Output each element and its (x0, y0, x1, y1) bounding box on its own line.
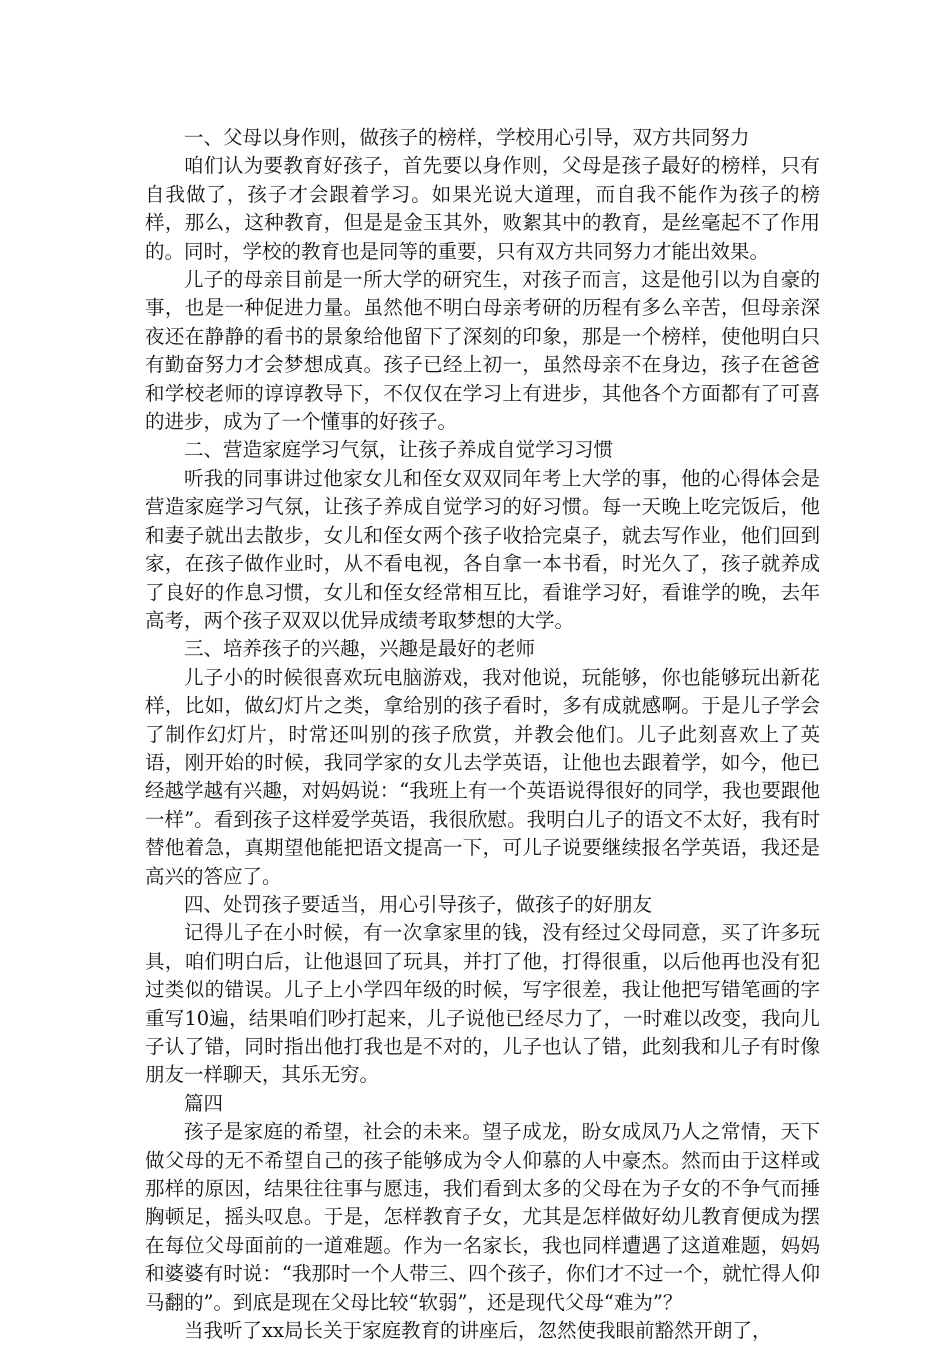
paragraph-3: 听我的同事讲过他家女儿和侄女双双同年考上大学的事，他的心得体会是营造家庭学习气氛，让孩子养成自觉学习的好习惯。每一天晚上吃完饭后，他和妻子就出去散步，女儿和侄女两个孩子收拾完桌子，就去写作业，他们回到家，在孩子做作业时，从不看电视，各自拿一本书看，时光久了，孩子就养成了良好的作息习惯，女儿和侄女经常相互比，看谁学习好，看谁学的晚，去年高考，两个孩子双双以优异成绩考取梦想的大学。 (145, 466, 820, 632)
section-heading-3: 三、培养孩子的兴趣，兴趣是最好的老师 (184, 637, 536, 661)
chapter-label: 篇四 (184, 1091, 224, 1115)
section-heading-1: 一、父母以身作则，做孩子的榜样，学校用心引导，双方共同努力 (184, 126, 750, 149)
paragraph-1: 咱们认为要教育好孩子，首先要以身作则，父母是孩子最好的榜样，只有自我做了，孩子才会跟着学习。如果光说大道理，而自我不能作为孩子的榜样，那么，这种教育，但是是金玉其外，败絮其中的教育，是丝毫起不了作用的。同时，学校的教育也是同等的重要，只有双方共同努力才能出效果。 (145, 154, 820, 263)
paragraph-7: 当我听了xx局长关于家庭教育的讲座后，忽然使我眼前豁然开朗了， (184, 1319, 772, 1343)
section-heading-4: 四、处罚孩子要适当，用心引导孩子，做孩子的好朋友 (184, 892, 653, 916)
paragraph-2: 儿子的母亲目前是一所大学的研究生，对孩子而言，这是他引以为自豪的事，也是一种促进力量。虽然他不明白母亲考研的历程有多么辛苦，但母亲深夜还在静静的看书的景象给他留下了深刻的印象，那是一个榜样，使他明白只有勤奋努力才会梦想成真。孩子已经上初一，虽然母亲不在身边，孩子在爸爸和学校老师的谆谆教导下，不仅仅在学习上有进步，其他各个方面都有了可喜的进步，成为了一个懂事的好孩子。 (145, 268, 820, 434)
document-page (145, 124, 820, 1345)
section-heading-2: 二、营造家庭学习气氛，让孩子养成自觉学习习惯 (184, 438, 614, 462)
paragraph-6: 孩子是家庭的希望，社会的未来。望子成龙，盼女成凤乃人之常情，天下做父母的无不希望自己的孩子能够成为令人仰慕的人中豪杰。然而由于这样或那样的原因，结果往往事与愿违，我们看到太多的父母在为子女的不争气而捶胸顿足，摇头叹息。于是，怎样教育子女，尤其是怎样做好幼儿教育便成为摆在每位父母面前的一道难题。作为一名家长，我也同样遭遇了这道难题，妈妈和婆婆有时说：“我那时一个人带三、四个孩子，你们才不过一个，就忙得人仰马翻的”。到底是现在父母比较“软弱”，还是现代父母“难为”？ (145, 1120, 820, 1314)
paragraph-4: 儿子小的时候很喜欢玩电脑游戏，我对他说，玩能够，你也能够玩出新花样，比如，做幻灯片之类，拿给别的孩子看时，多有成就感啊。于是儿子学会了制作幻灯片，时常还叫别的孩子欣赏，并教会他们。儿子此刻喜欢上了英语，刚开始的时候，我同学家的女儿去学英语，让他也去跟着学，如今，他已经越学越有兴趣，对妈妈说：“我班上有一个英语说得很好的同学，我也要跟他一样”。看到孩子这样爱学英语，我很欣慰。我明白儿子的语文不太好，我有时替他着急，真期望他能把语文提高一下，可儿子说要继续报名学英语，我还是高兴的答应了。 (145, 665, 820, 888)
paragraph-5: 记得儿子在小时候，有一次拿家里的钱，没有经过父母同意，买了许多玩具，咱们明白后，让他退回了玩具，并打了他，打得很重，以后他再也没有犯过类似的错误。儿子上小学四年级的时候，写字很差，我让他把写错笔画的字重写10遍，结果咱们吵打起来，儿子说他已经尽力了，一时难以改变，我向儿子认了错，同时指出他打我也是不对的，儿子也认了错，此刻我和儿子有时像朋友一样聊天，其乐无穷。 (145, 921, 820, 1087)
